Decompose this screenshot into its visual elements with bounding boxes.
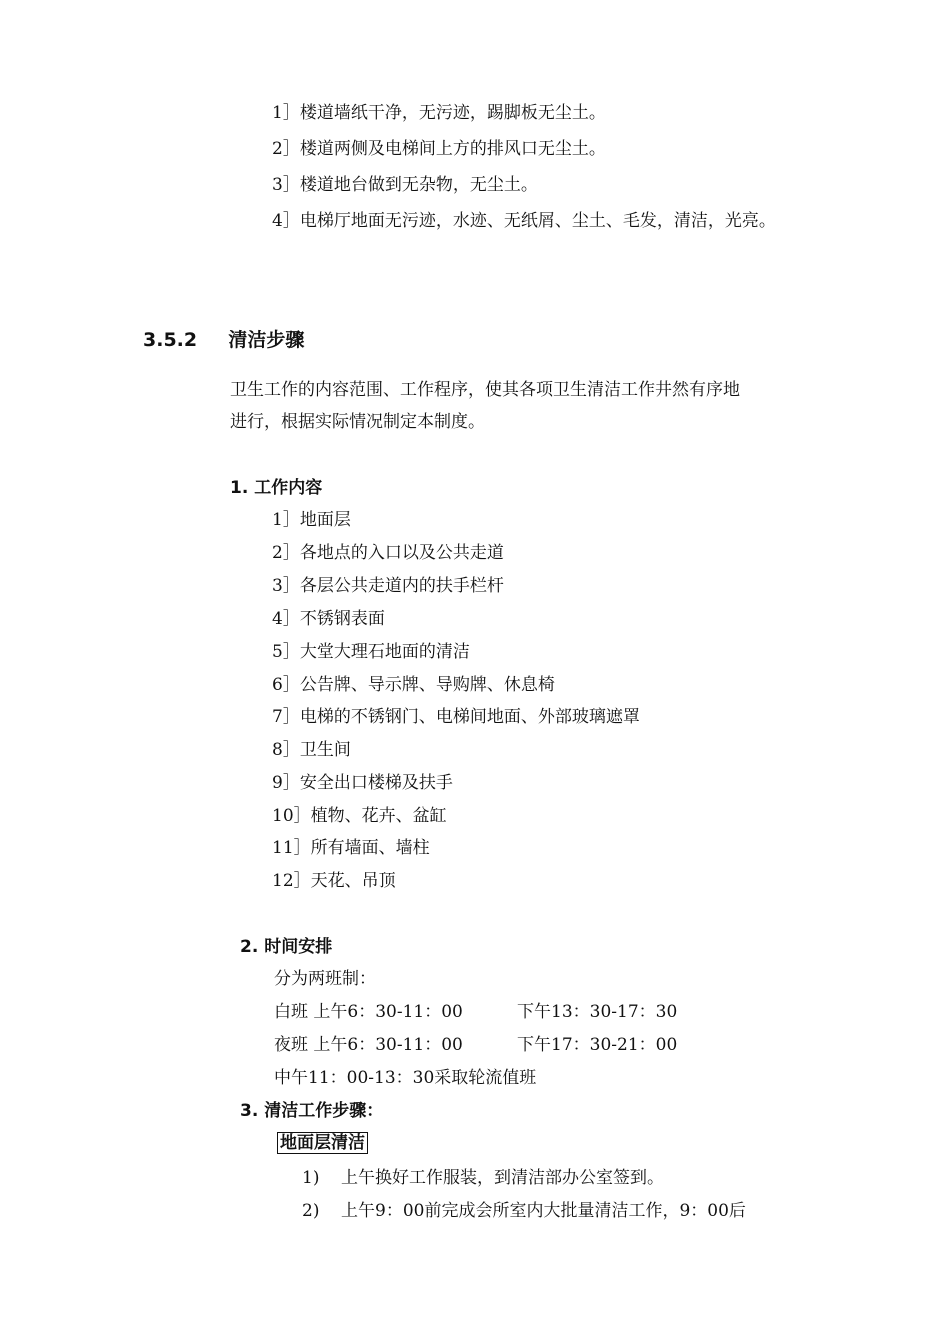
list-item: 8］卫生间 — [272, 740, 351, 760]
list-item: 1］楼道墙纸干净，无污迹，踢脚板无尘土。 — [272, 103, 606, 123]
subsection-heading: 1. 工作内容 — [230, 478, 323, 498]
list-item: 3］各层公共走道内的扶手栏杆 — [272, 576, 504, 596]
section-number: 3.5.2 — [143, 329, 198, 351]
list-item: 2］楼道两侧及电梯间上方的排风口无尘土。 — [272, 139, 606, 159]
step-text: 上午9：00前完成会所室内大批量清洁工作，9：00后 — [341, 1201, 746, 1221]
list-item: 11］所有墙面、墙柱 — [272, 838, 430, 858]
list-item: 2］各地点的入口以及公共走道 — [272, 543, 504, 563]
step-number: 1) — [302, 1168, 320, 1188]
step-text: 上午换好工作服装，到清洁部办公室签到。 — [341, 1168, 664, 1188]
subsection-heading: 2. 时间安排 — [240, 937, 333, 957]
list-item: 12］天花、吊顶 — [272, 871, 396, 891]
day-shift-morning: 白班 上午6：30-11：00 — [274, 1002, 463, 1022]
boxed-label-text: 地面层清洁 — [277, 1132, 368, 1154]
schedule-text: 中午11：00-13：30采取轮流值班 — [274, 1068, 537, 1088]
intro-text: 进行，根据实际情况制定本制度。 — [230, 412, 485, 432]
list-item: 4］不锈钢表面 — [272, 609, 385, 629]
list-item: 9］安全出口楼梯及扶手 — [272, 773, 453, 793]
list-item: 6］公告牌、导示牌、导购牌、休息椅 — [272, 675, 555, 695]
list-item: 3］楼道地台做到无杂物，无尘土。 — [272, 175, 538, 195]
list-item: 7］电梯的不锈钢门、电梯间地面、外部玻璃遮罩 — [272, 707, 640, 727]
night-shift-afternoon: 下午17：30-21：00 — [517, 1035, 678, 1055]
boxed-label — [277, 1133, 368, 1153]
section-heading — [143, 330, 304, 350]
list-item: 5］大堂大理石地面的清洁 — [272, 642, 470, 662]
day-shift-afternoon: 下午13：30-17：30 — [517, 1002, 678, 1022]
list-item: 4］电梯厅地面无污迹，水迹、无纸屑、尘土、毛发，清洁，光亮。 — [272, 211, 776, 231]
step-number: 2) — [302, 1201, 320, 1221]
night-shift-morning: 夜班 上午6：30-11：00 — [274, 1035, 463, 1055]
schedule-text: 分为两班制： — [274, 969, 376, 989]
intro-text: 卫生工作的内容范围、工作程序，使其各项卫生清洁工作井然有序地 — [230, 380, 740, 400]
list-item: 1］地面层 — [272, 510, 351, 530]
section-title: 清洁步骤 — [228, 329, 305, 351]
subsection-heading: 3. 清洁工作步骤： — [240, 1101, 384, 1121]
list-item: 10］植物、花卉、盆缸 — [272, 806, 447, 826]
